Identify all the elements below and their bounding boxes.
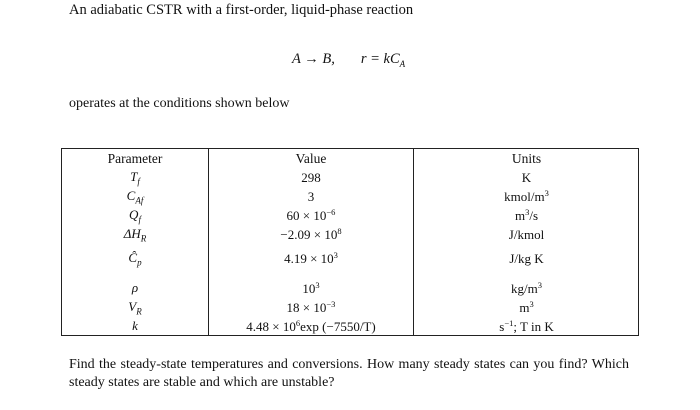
table-top-border xyxy=(61,148,639,149)
param-cell-span: Q xyxy=(129,207,139,222)
units-cell xyxy=(414,318,639,335)
param-cell-sub: R xyxy=(140,233,147,244)
units-cell-sup: 3 xyxy=(525,207,530,217)
param-cell xyxy=(61,169,209,187)
units-cell-sup: 3 xyxy=(529,299,534,309)
param-cell-span: V xyxy=(128,299,137,314)
units-cell xyxy=(414,299,639,316)
header-value: Value xyxy=(295,151,327,166)
param-cell-span: T xyxy=(130,169,138,184)
units-cell-span: s xyxy=(499,319,505,334)
param-cell-span: C xyxy=(126,188,136,203)
reaction-equation xyxy=(292,51,405,69)
header-units: Units xyxy=(511,151,542,166)
value-cell-sup: 6 xyxy=(295,318,301,328)
value-cell xyxy=(209,280,413,297)
units-cell-span: kmol/m xyxy=(504,189,545,204)
param-cell xyxy=(61,250,209,268)
value-cell xyxy=(209,188,413,205)
units-cell-b: ; T in K xyxy=(513,319,554,334)
conditions-text: operates at the conditions shown below xyxy=(69,96,290,111)
rate-law: r = kC xyxy=(360,51,400,67)
param-cell-sub: f xyxy=(137,176,140,187)
param-cell-span: ΔH xyxy=(123,226,141,241)
reaction-text: A → B, xyxy=(292,51,335,67)
param-cell xyxy=(61,280,209,298)
units-cell-span: J/kmol xyxy=(508,227,545,242)
value-cell-span: 60 × 10 xyxy=(286,208,327,223)
value-cell xyxy=(209,318,413,335)
units-cell-span: K xyxy=(521,170,532,185)
param-cell-span: k xyxy=(132,318,138,333)
param-cell xyxy=(61,188,209,206)
value-cell xyxy=(209,207,413,224)
header-parameter: Parameter xyxy=(107,151,163,166)
parameter-table xyxy=(61,148,639,336)
units-cell xyxy=(414,250,639,267)
units-cell-span: m xyxy=(519,300,530,315)
problem-intro: An adiabatic CSTR with a first-order, liquid-phase reaction xyxy=(69,2,414,18)
value-cell-span: 3 xyxy=(307,189,315,204)
value-cell-sup: −3 xyxy=(326,299,336,309)
value-cell-i: exp (−7550/T) xyxy=(300,319,376,334)
rate-law-subscript: A xyxy=(399,58,406,69)
value-cell-span: 4.19 × 10 xyxy=(284,251,334,266)
units-cell xyxy=(414,280,639,297)
units-cell-sup: 3 xyxy=(544,188,549,198)
param-cell xyxy=(61,318,209,336)
param-cell-sub: f xyxy=(138,214,141,225)
param-cell-sub: Af xyxy=(135,195,144,206)
units-cell-span: m xyxy=(514,208,526,223)
value-cell xyxy=(209,169,413,186)
units-cell-sup: 3 xyxy=(537,280,542,290)
value-cell-span: −2.09 × 10 xyxy=(280,227,338,242)
value-cell xyxy=(209,250,413,267)
units-cell xyxy=(414,226,639,243)
units-cell-b: /s xyxy=(529,208,539,223)
param-cell-span: ρ xyxy=(131,280,139,295)
value-cell-sup: −6 xyxy=(326,207,336,217)
units-cell xyxy=(414,169,639,186)
value-cell-span: 18 × 10 xyxy=(286,300,327,315)
units-cell-sup: −1 xyxy=(504,318,514,328)
param-cell xyxy=(61,299,209,317)
value-cell-span: 298 xyxy=(301,170,321,185)
param-cell xyxy=(61,207,209,225)
value-cell xyxy=(209,226,413,243)
units-cell xyxy=(414,188,639,205)
param-cell xyxy=(61,226,209,244)
param-cell-sub: p xyxy=(137,257,142,268)
question-text: Find the steady-state temperatures and conversions. How many steady states can you find? Which steady states are stable and which are unstable? xyxy=(69,357,629,390)
units-cell-span: kg/m xyxy=(511,281,538,296)
units-cell-span: J/kg K xyxy=(509,251,544,266)
value-cell xyxy=(209,299,413,316)
units-cell xyxy=(414,207,639,224)
value-cell-span: 10 xyxy=(302,281,316,296)
value-cell-sup: 3 xyxy=(315,280,320,290)
param-cell-span: Ĉ xyxy=(128,250,138,265)
value-cell-sup: 8 xyxy=(337,226,342,236)
param-cell-sub: R xyxy=(136,306,142,317)
value-cell-span: 4.48 × 10 xyxy=(246,319,296,334)
value-cell-sup: 3 xyxy=(333,250,338,260)
